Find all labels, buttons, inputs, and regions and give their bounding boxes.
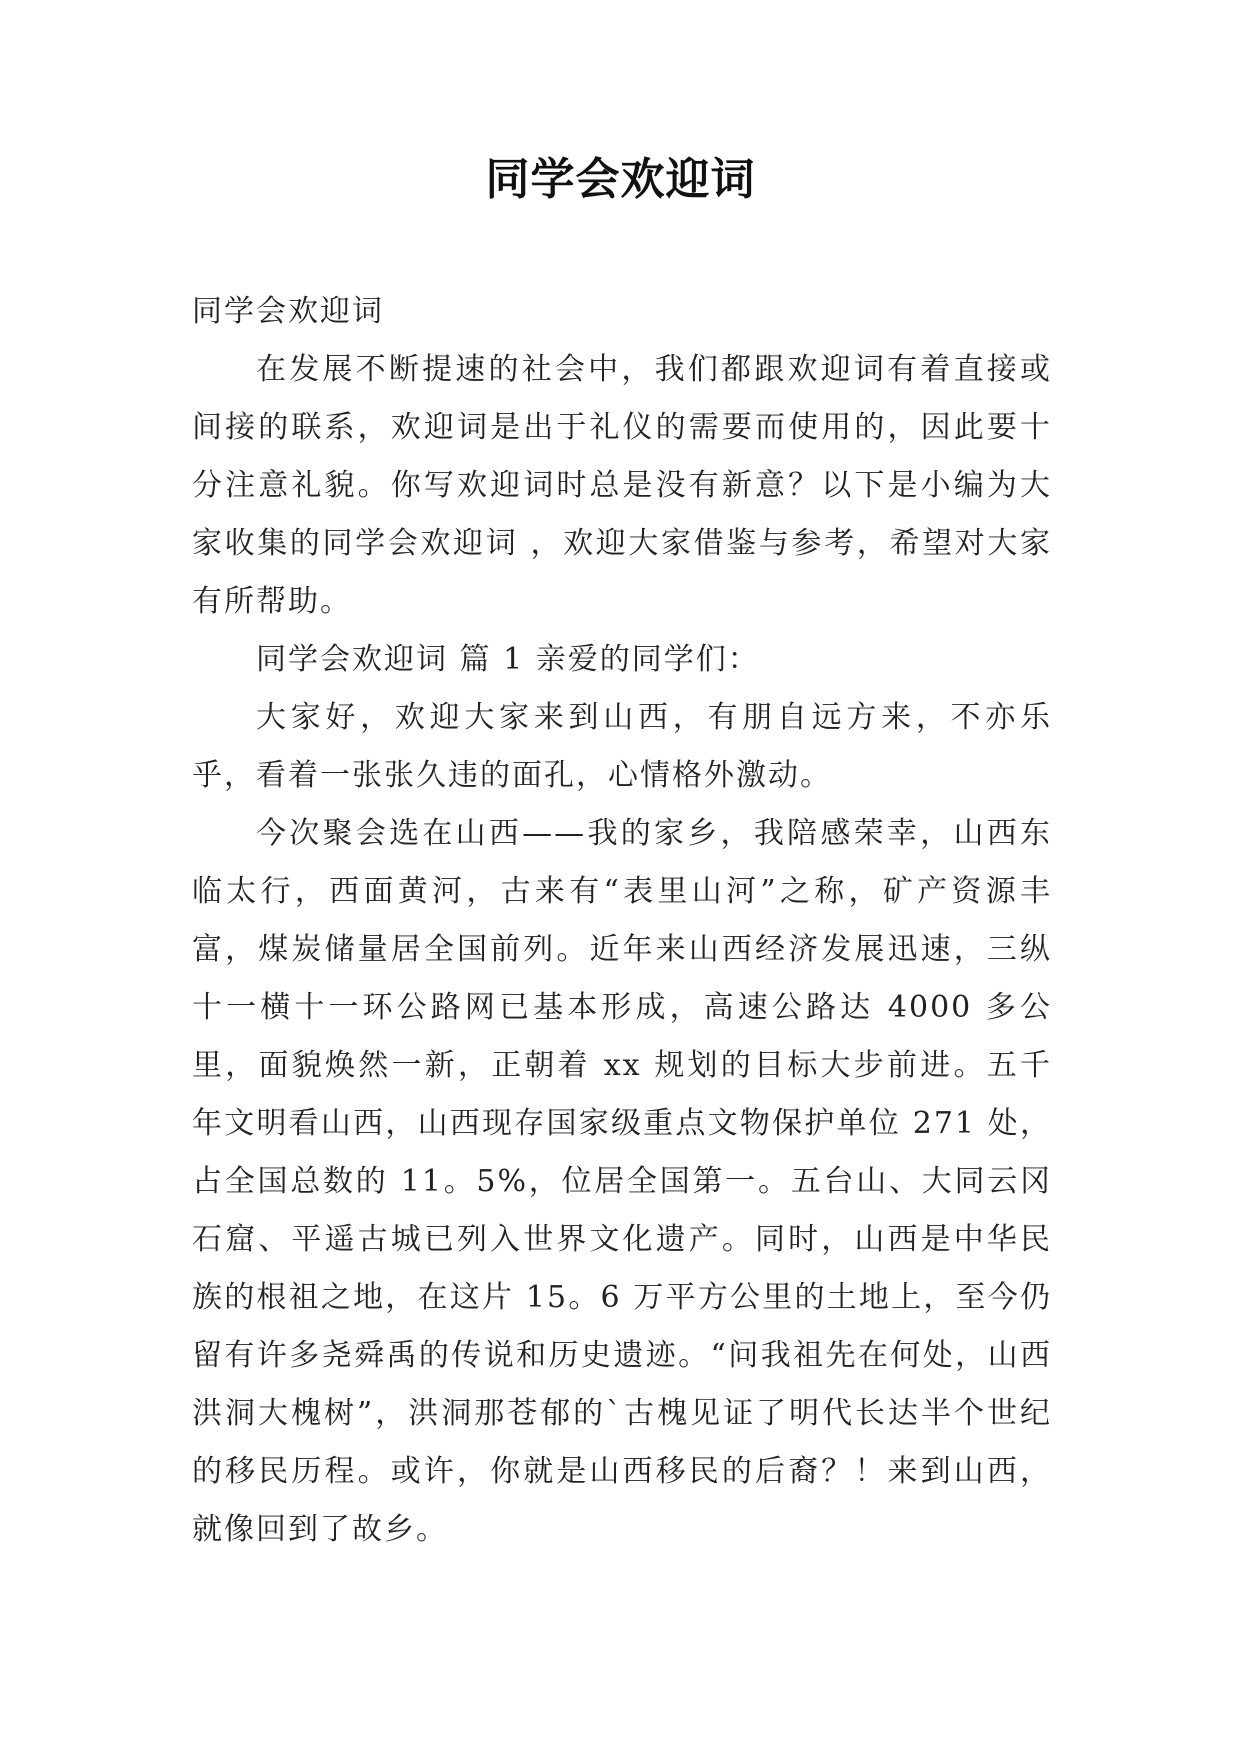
paragraph-greeting: 大家好，欢迎大家来到山西，有朋自远方来，不亦乐乎，看着一张张久违的面孔，心情格外激动。 <box>192 700 1052 793</box>
document-title: 同学会欢迎词 <box>485 154 756 205</box>
paragraph-intro: 在发展不断提速的社会中，我们都跟欢迎词有着直接或间接的联系，欢迎词是出于礼仪的需要而使用的，因此要十分注意礼貌。你写欢迎词时总是没有新意？以下是小编为大家收集的同学会欢迎词 ，欢迎大家借鉴与参考，希望对大家有所帮助。 <box>192 352 1052 619</box>
paragraph-section-heading: 同学会欢迎词 篇 1 亲爱的同学们： <box>256 642 760 677</box>
body-heading: 同学会欢迎词 <box>192 294 384 329</box>
document-body <box>192 283 1052 1559</box>
paragraph-shanxi: 今次聚会选在山西——我的家乡，我陪感荣幸，山西东临太行，西面黄河，古来有“表里山河”之称，矿产资源丰富，煤炭储量居全国前列。近年来山西经济发展迅速，三纵十一横十一环公路网已基本形成，高速公路达 4000 多公里，面貌焕然一新，正朝着 xx 规划的目标大步前进。五千年文明看山西，山西现存国家级重点文物保护单位 271 处，占全国总数的 11。5%，位居全国第一。五台山、大同云冈石窟、平遥古城已列入世界文化遗产。同时，山西是中华民族的根祖之地，在这片 15。6 万平方公里的土地上，至今仍留有许多尧舜禹的传说和历史遗迹。“问我祖先在何处，山西洪洞大槐树”，洪洞那苍郁的`古槐见证了明代长达半个世纪的移民历程。或许，你就是山西移民的后裔？！来到山西，就像回到了故乡。 <box>192 816 1052 1547</box>
